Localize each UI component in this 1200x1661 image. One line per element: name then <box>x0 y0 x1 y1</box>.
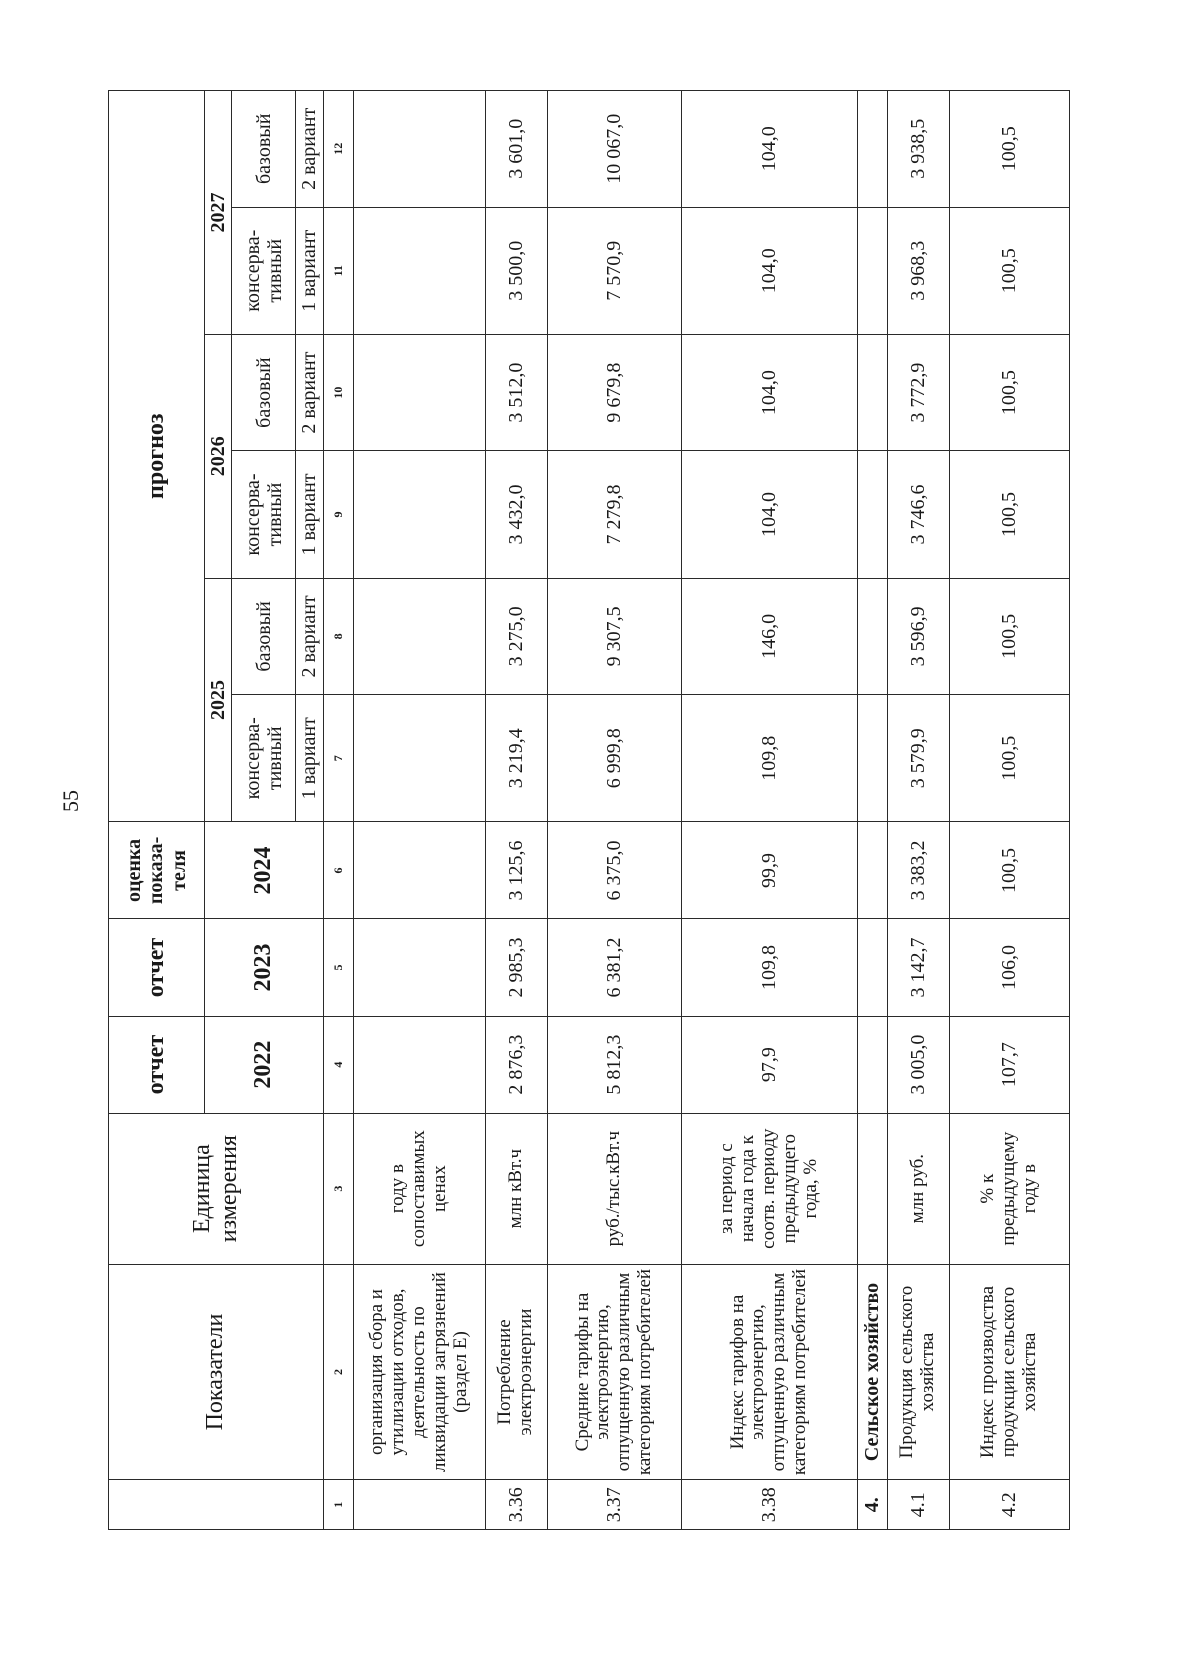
header-indicator: Показатели <box>109 1264 324 1480</box>
value-cell: 7 279,8 <box>547 451 681 578</box>
value-cell: 100,5 <box>949 207 1069 334</box>
header-scenario-cons-2026: консерва-тивный <box>232 451 296 578</box>
header-year-2026: 2026 <box>205 334 232 578</box>
table-row <box>949 91 1069 1530</box>
rotated-table-container <box>108 90 1066 1530</box>
value-cell: 10 067,0 <box>547 91 681 208</box>
header-variant1-2026: 1 вариант <box>296 451 323 578</box>
header-unit: Единица измерения <box>109 1113 324 1264</box>
row-id: 4. <box>857 1480 887 1530</box>
header-estimate: оценка показа-теля <box>109 822 205 919</box>
value-cell <box>353 334 485 450</box>
value-cell: 9 679,8 <box>547 334 681 450</box>
value-cell: 3 219,4 <box>485 695 547 822</box>
value-cell: 9 307,5 <box>547 578 681 694</box>
value-cell: 104,0 <box>681 91 857 208</box>
value-cell: 109,8 <box>681 919 857 1016</box>
value-cell: 146,0 <box>681 578 857 694</box>
col-number: 8 <box>323 578 353 694</box>
row-unit: руб./тыс.кВт.ч <box>547 1113 681 1264</box>
table-row <box>485 91 547 1530</box>
row-indicator: Средние тарифы на электроэнергию, отпущенную различным категориям потребителей <box>547 1264 681 1480</box>
empty-cell <box>857 334 887 450</box>
col-number: 7 <box>323 695 353 822</box>
col-number: 11 <box>323 207 353 334</box>
header-year-2022: 2022 <box>205 1016 324 1113</box>
header-variant2-2027: 2 вариант <box>296 91 323 208</box>
value-cell <box>353 578 485 694</box>
header-scenario-cons-2027: консерва-тивный <box>232 207 296 334</box>
empty-cell <box>857 822 887 919</box>
value-cell: 6 999,8 <box>547 695 681 822</box>
row-indicator: Потребление электроэнергии <box>485 1264 547 1480</box>
value-cell: 100,5 <box>949 578 1069 694</box>
value-cell: 100,5 <box>949 451 1069 578</box>
section-title: Сельское хозяйство <box>857 1264 887 1480</box>
col-number: 9 <box>323 451 353 578</box>
value-cell: 3 142,7 <box>887 919 949 1016</box>
header-scenario-base-2025: базовый <box>232 578 296 694</box>
col-number: 1 <box>323 1480 353 1530</box>
row-id: 4.2 <box>949 1480 1069 1530</box>
value-cell: 3 500,0 <box>485 207 547 334</box>
header-scenario-cons-2025: консерва-тивный <box>232 695 296 822</box>
row-id <box>353 1480 485 1530</box>
value-cell <box>353 695 485 822</box>
empty-cell <box>857 91 887 208</box>
header-year-2027: 2027 <box>205 91 232 335</box>
value-cell <box>353 207 485 334</box>
value-cell: 104,0 <box>681 451 857 578</box>
header-col-id <box>109 1480 324 1530</box>
table-row <box>857 91 887 1530</box>
value-cell: 3 383,2 <box>887 822 949 919</box>
value-cell: 2 876,3 <box>485 1016 547 1113</box>
value-cell: 2 985,3 <box>485 919 547 1016</box>
empty-cell <box>857 207 887 334</box>
value-cell: 100,5 <box>949 695 1069 822</box>
value-cell: 3 746,6 <box>887 451 949 578</box>
empty-cell <box>857 919 887 1016</box>
value-cell <box>353 451 485 578</box>
value-cell: 109,8 <box>681 695 857 822</box>
row-id: 4.1 <box>887 1480 949 1530</box>
value-cell: 6 375,0 <box>547 822 681 919</box>
col-number: 5 <box>323 919 353 1016</box>
value-cell: 6 381,2 <box>547 919 681 1016</box>
row-unit: % к предыдущему году в <box>949 1113 1069 1264</box>
value-cell: 104,0 <box>681 207 857 334</box>
value-cell: 3 512,0 <box>485 334 547 450</box>
forecast-table <box>108 90 1070 1530</box>
row-unit: млн кВт.ч <box>485 1113 547 1264</box>
col-number: 12 <box>323 91 353 208</box>
empty-cell <box>857 1113 887 1264</box>
row-unit: за период с начала года к соотв. периоду предыдущего года, % <box>681 1113 857 1264</box>
value-cell: 100,5 <box>949 91 1069 208</box>
table-row <box>681 91 857 1530</box>
header-year-2025: 2025 <box>205 578 232 822</box>
value-cell: 3 432,0 <box>485 451 547 578</box>
header-year-2024: 2024 <box>205 822 324 919</box>
col-number: 3 <box>323 1113 353 1264</box>
header-forecast: прогноз <box>109 91 205 822</box>
header-report-2023: отчет <box>109 919 205 1016</box>
row-id: 3.38 <box>681 1480 857 1530</box>
empty-cell <box>857 451 887 578</box>
value-cell <box>353 919 485 1016</box>
header-variant1-2025: 1 вариант <box>296 695 323 822</box>
value-cell: 107,7 <box>949 1016 1069 1113</box>
value-cell: 106,0 <box>949 919 1069 1016</box>
value-cell: 100,5 <box>949 334 1069 450</box>
value-cell: 97,9 <box>681 1016 857 1113</box>
value-cell <box>353 91 485 208</box>
value-cell: 3 772,9 <box>887 334 949 450</box>
page-number: 55 <box>58 790 83 812</box>
row-unit: млн руб. <box>887 1113 949 1264</box>
row-indicator: Индекс тарифов на электроэнергию, отпущенную различным категориям потребителей <box>681 1264 857 1480</box>
value-cell: 3 968,3 <box>887 207 949 334</box>
header-year-2023: 2023 <box>205 919 324 1016</box>
row-indicator: Продукция сельского хозяйства <box>887 1264 949 1480</box>
header-scenario-base-2026: базовый <box>232 334 296 450</box>
table-row <box>353 91 485 1530</box>
value-cell: 7 570,9 <box>547 207 681 334</box>
row-id: 3.37 <box>547 1480 681 1530</box>
header-variant2-2025: 2 вариант <box>296 578 323 694</box>
col-number: 4 <box>323 1016 353 1113</box>
value-cell: 99,9 <box>681 822 857 919</box>
col-number: 2 <box>323 1264 353 1480</box>
col-number: 10 <box>323 334 353 450</box>
value-cell: 3 938,5 <box>887 91 949 208</box>
row-id: 3.36 <box>485 1480 547 1530</box>
header-scenario-base-2027: базовый <box>232 91 296 208</box>
value-cell: 3 125,6 <box>485 822 547 919</box>
col-number: 6 <box>323 822 353 919</box>
value-cell <box>353 822 485 919</box>
header-variant2-2026: 2 вариант <box>296 334 323 450</box>
row-indicator: Индекс производства продукции сельского хозяйства <box>949 1264 1069 1480</box>
table-row <box>887 91 949 1530</box>
value-cell: 3 005,0 <box>887 1016 949 1113</box>
value-cell <box>353 1016 485 1113</box>
value-cell: 104,0 <box>681 334 857 450</box>
empty-cell <box>857 1016 887 1113</box>
row-indicator: организация сбора и утилизации отходов, деятельность по ликвидации загрязнений (раздел Е) <box>353 1264 485 1480</box>
table-row <box>547 91 681 1530</box>
value-cell: 3 579,9 <box>887 695 949 822</box>
row-unit: году в сопоставимых ценах <box>353 1113 485 1264</box>
value-cell: 5 812,3 <box>547 1016 681 1113</box>
value-cell: 3 275,0 <box>485 578 547 694</box>
value-cell: 100,5 <box>949 822 1069 919</box>
empty-cell <box>857 578 887 694</box>
header-report-2022: отчет <box>109 1016 205 1113</box>
header-variant1-2027: 1 вариант <box>296 207 323 334</box>
value-cell: 3 601,0 <box>485 91 547 208</box>
empty-cell <box>857 695 887 822</box>
value-cell: 3 596,9 <box>887 578 949 694</box>
